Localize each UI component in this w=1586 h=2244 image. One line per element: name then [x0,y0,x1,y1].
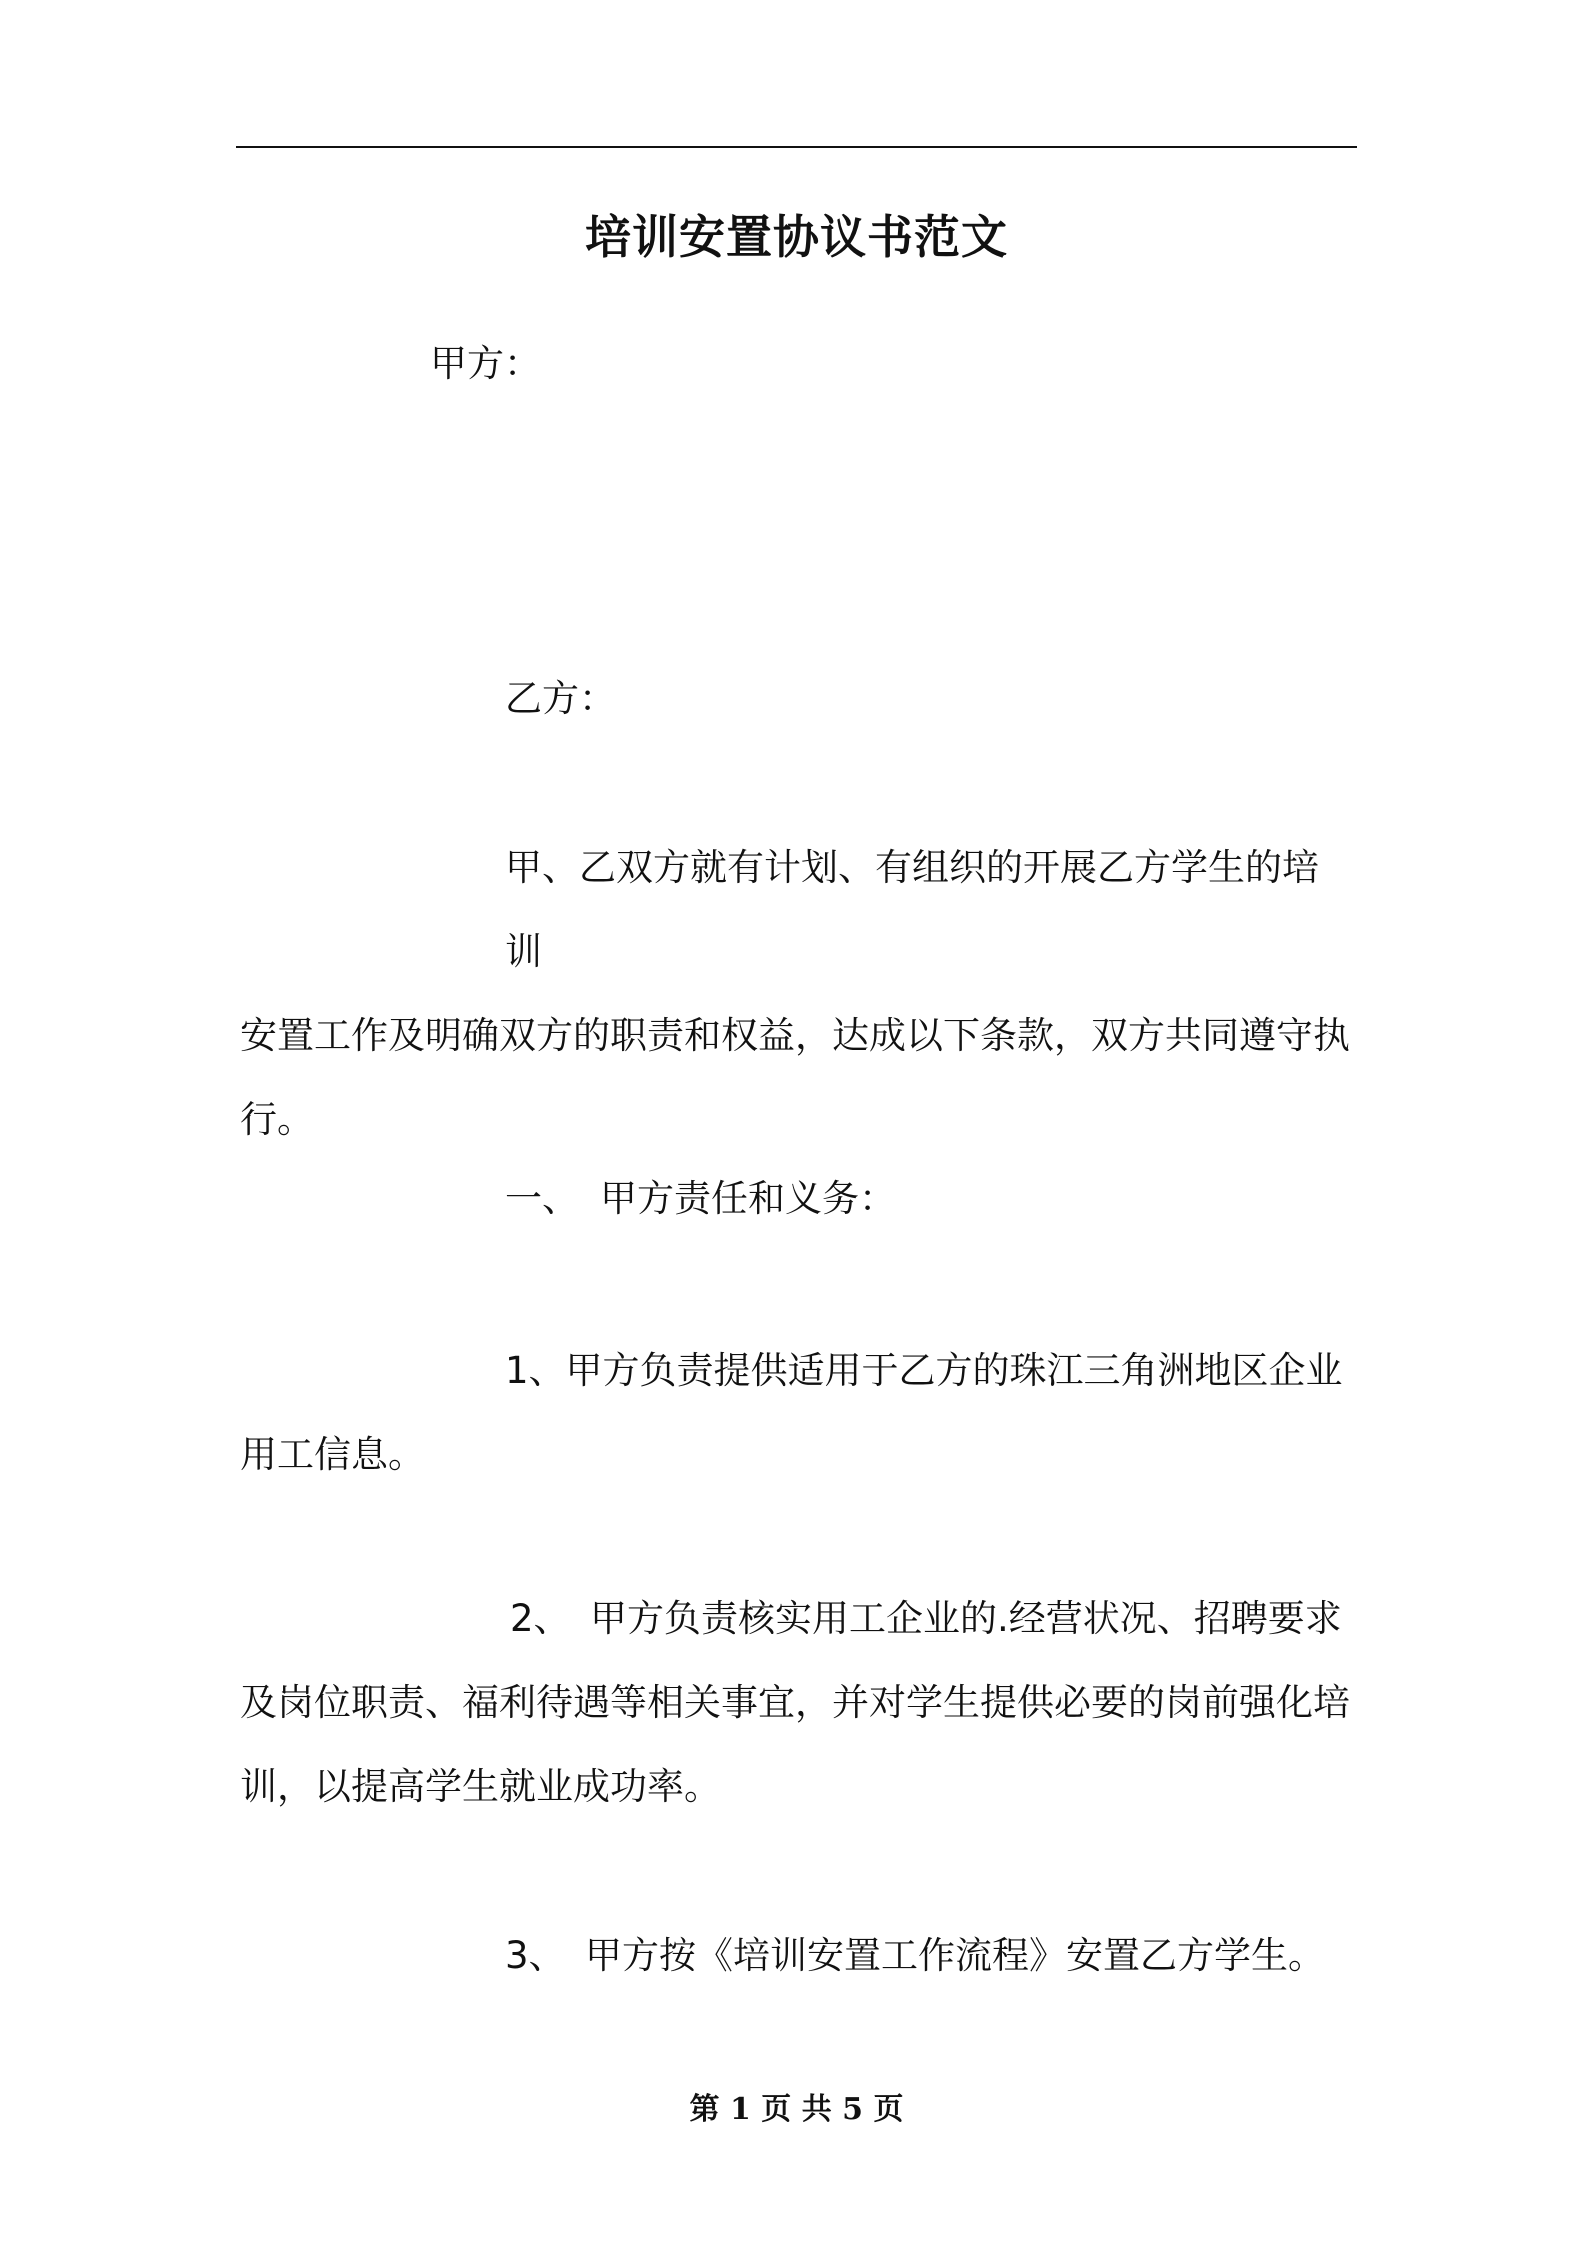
section-title: 甲方责任和义务： [600,1177,896,1220]
item-3-number: 3、 [505,1934,566,1977]
page-footer [236,2088,1357,2132]
item-3 [240,1914,1355,1998]
party-a-label: 甲方： [430,342,541,385]
footer-total-pages: 5 [842,2092,864,2127]
item-2-rest: 及岗位职责、福利待遇等相关事宜，并对学生提供必要的岗前强化培训，以提高学生就业成功率。 [240,1681,1350,1808]
footer-suffix: 页 [873,2092,904,2127]
item-1 [240,1329,1355,1497]
section-heading [505,1175,896,1223]
item-2-text: 甲方负责核实用工企业的.经营状况、招聘要求 [590,1597,1342,1640]
item-1-text: 甲方负责提供适用于乙方的珠江三角洲地区企业 [565,1349,1343,1392]
item-2-number: 2、 [510,1597,571,1640]
party-b-label: 乙方： [505,677,616,720]
item-1-number: 1、 [505,1349,566,1392]
header-rule [236,146,1357,148]
intro-rest: 安置工作及明确双方的职责和权益，达成以下条款，双方共同遵守执行。 [240,1014,1350,1141]
document-title: 培训安置协议书范文 [585,210,1008,264]
footer-prefix: 第 [689,2092,720,2127]
intro-first-line: 甲、乙双方就有计划、有组织的开展乙方学生的培训 [505,846,1319,973]
item-1-first-line [240,1329,1355,1413]
footer-page-number: 1 [729,2092,751,2127]
intro-paragraph [240,826,1355,1162]
item-2-first-line [240,1577,1355,1661]
item-1-rest: 用工信息。 [240,1433,425,1476]
footer-middle: 页 共 [761,2092,832,2127]
item-3-first-line [240,1914,1355,1998]
item-3-text: 甲方按《培训安置工作流程》安置乙方学生。 [585,1934,1325,1977]
section-number: 一、 [505,1177,579,1220]
item-2 [240,1577,1355,1829]
